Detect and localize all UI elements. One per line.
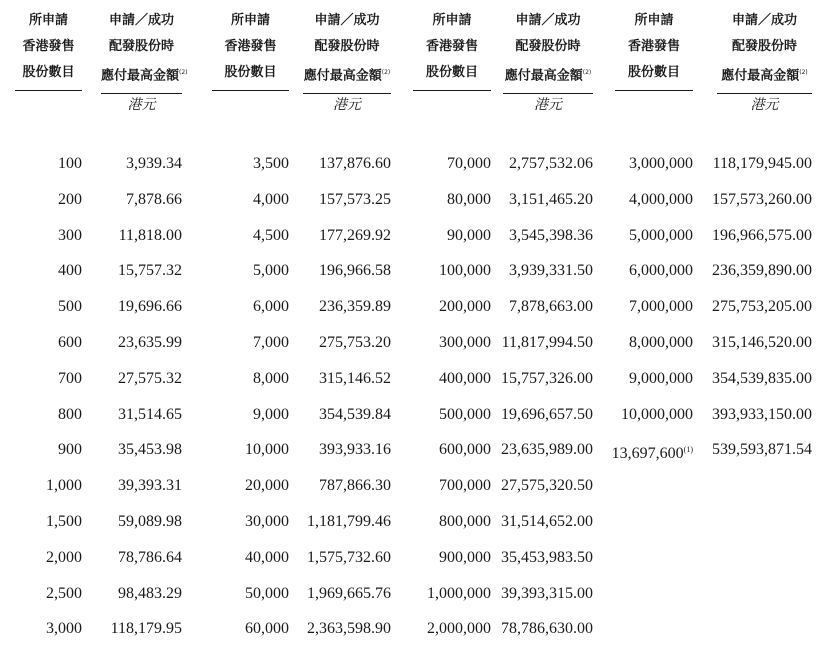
amount-column xyxy=(483,146,593,647)
header-line: 所申請 xyxy=(230,13,270,28)
shares-value: 5,000,000 xyxy=(629,226,693,244)
header-max-amount-payable xyxy=(503,8,593,94)
shares-value: 80,000 xyxy=(447,190,491,208)
amount-cell: 196,966.58 xyxy=(319,262,391,280)
header-text: 申請／成功 xyxy=(108,13,174,28)
amount-cell: 78,786.64 xyxy=(118,548,182,566)
amount-cell: 15,757,326.00 xyxy=(501,369,593,387)
header-text: 申請／成功 xyxy=(515,13,581,28)
header-text: 申請／成功 xyxy=(314,13,380,28)
shares-cell xyxy=(192,289,289,325)
shares-value: 5,000 xyxy=(253,262,289,280)
header-max-amount-payable xyxy=(101,8,188,94)
shares-value: 20,000 xyxy=(245,477,289,495)
shares-cell xyxy=(595,146,693,182)
shares-cell xyxy=(595,218,693,254)
header-line: 股份數目 xyxy=(627,65,680,80)
header-line xyxy=(101,60,188,89)
shares-value: 10,000,000 xyxy=(621,405,693,423)
footnote-marker: (2) xyxy=(582,69,592,76)
shares-cell xyxy=(393,146,491,182)
header-shares-applied xyxy=(615,8,693,91)
shares-value: 500,000 xyxy=(439,405,491,423)
header-text: 申請／成功 xyxy=(731,13,797,28)
header-text: 配發股份時 xyxy=(314,39,380,54)
amount-cell: 118,179,945.00 xyxy=(712,155,812,172)
amount-cell: 137,876.60 xyxy=(319,155,391,172)
header-text: 配發股份時 xyxy=(108,39,174,54)
shares-cell xyxy=(192,504,289,540)
shares-cell xyxy=(192,182,289,218)
shares-cell xyxy=(393,325,491,361)
shares-cell xyxy=(192,611,289,647)
shares-value: 8,000,000 xyxy=(629,333,693,351)
amount-cell: 196,966,575.00 xyxy=(712,226,812,244)
header-line: 香港發售 xyxy=(627,39,680,54)
footnote-marker: (2) xyxy=(381,69,391,76)
header-line: 所申請 xyxy=(634,13,674,28)
shares-cell xyxy=(192,576,289,612)
amount-cell: 539,593,871.54 xyxy=(712,441,812,459)
shares-value: 400,000 xyxy=(439,369,491,387)
amount-cell: 15,757.32 xyxy=(118,262,182,280)
shares-value: 30,000 xyxy=(245,512,289,530)
amount-cell: 23,635.99 xyxy=(118,333,182,351)
amount-cell: 19,696,657.50 xyxy=(501,405,593,423)
amount-cell: 39,393.31 xyxy=(118,477,182,495)
amount-cell: 354,539.84 xyxy=(319,405,391,423)
shares-cell xyxy=(393,576,491,612)
amount-cell: 2,757,532.06 xyxy=(509,155,593,172)
header-line xyxy=(101,8,182,34)
header-line: 香港發售 xyxy=(224,39,277,54)
shares-value: 2,000 xyxy=(46,548,82,566)
amount-cell: 1,181,799.46 xyxy=(307,512,391,530)
shares-column xyxy=(192,146,289,647)
shares-cell xyxy=(393,218,491,254)
header-line xyxy=(101,34,182,60)
shares-cell xyxy=(192,361,289,397)
currency-unit-label: 港元 xyxy=(333,98,361,113)
shares-column xyxy=(393,146,491,647)
shares-value: 3,000,000 xyxy=(629,155,693,172)
header-line xyxy=(717,8,812,34)
amount-cell: 11,818.00 xyxy=(118,226,182,244)
shares-value: 500 xyxy=(58,298,82,316)
amount-cell: 354,539,835.00 xyxy=(712,369,812,387)
shares-cell xyxy=(0,361,82,397)
header-line xyxy=(503,34,593,60)
amount-cell: 31,514.65 xyxy=(118,405,182,423)
header-line xyxy=(503,8,593,34)
shares-value: 600 xyxy=(58,333,82,351)
header-shares-applied xyxy=(413,8,491,91)
shares-cell xyxy=(595,253,693,289)
header-line: 所申請 xyxy=(432,13,472,28)
shares-value: 4,000,000 xyxy=(629,190,693,208)
shares-value: 50,000 xyxy=(245,584,289,602)
shares-value: 900 xyxy=(58,441,82,459)
shares-value: 7,000,000 xyxy=(629,298,693,316)
shares-cell xyxy=(595,432,693,468)
shares-cell xyxy=(393,253,491,289)
shares-cell xyxy=(393,611,491,647)
amount-cell: 27,575,320.50 xyxy=(501,477,593,495)
shares-value: 9,000,000 xyxy=(629,369,693,387)
amount-column xyxy=(81,146,182,647)
shares-value: 4,000 xyxy=(253,190,289,208)
shares-value: 3,000 xyxy=(46,620,82,638)
shares-value: 9,000 xyxy=(253,405,289,423)
header-text: 配發股份時 xyxy=(515,39,581,54)
header-line: 香港發售 xyxy=(22,39,75,54)
header-text: 配發股份時 xyxy=(731,39,797,54)
shares-cell xyxy=(192,218,289,254)
shares-cell xyxy=(595,182,693,218)
header-line: 股份數目 xyxy=(22,65,75,80)
shares-cell xyxy=(192,432,289,468)
shares-cell xyxy=(595,289,693,325)
amount-cell: 157,573,260.00 xyxy=(712,190,812,208)
amount-cell: 315,146,520.00 xyxy=(712,333,812,351)
shares-cell xyxy=(192,397,289,433)
footnote-marker: (2) xyxy=(179,69,188,76)
header-text: 應付最高金額 xyxy=(303,68,382,84)
shares-cell xyxy=(0,182,82,218)
shares-cell xyxy=(0,397,82,433)
amount-cell: 35,453,983.50 xyxy=(501,548,593,566)
shares-cell xyxy=(393,361,491,397)
shares-value: 4,500 xyxy=(253,226,289,244)
amount-cell: 2,363,598.90 xyxy=(307,620,391,638)
shares-value: 400 xyxy=(58,262,82,280)
shares-value: 70,000 xyxy=(447,155,491,172)
shares-value: 40,000 xyxy=(245,548,289,566)
shares-value: 100,000 xyxy=(439,262,491,280)
amount-cell: 1,575,732.60 xyxy=(307,548,391,566)
shares-cell xyxy=(0,576,82,612)
header-text: 應付最高金額 xyxy=(721,68,800,84)
shares-column xyxy=(0,146,82,647)
shares-cell xyxy=(393,468,491,504)
amount-cell: 315,146.52 xyxy=(319,369,391,387)
shares-value: 90,000 xyxy=(447,226,491,244)
shares-cell xyxy=(0,540,82,576)
amount-cell: 27,575.32 xyxy=(118,369,182,387)
shares-cell xyxy=(0,432,82,468)
shares-cell xyxy=(393,397,491,433)
amount-cell: 393,933.16 xyxy=(319,441,391,459)
shares-cell xyxy=(192,325,289,361)
amount-cell: 177,269.92 xyxy=(319,226,391,244)
currency-unit-label: 港元 xyxy=(750,98,779,113)
shares-value: 6,000,000 xyxy=(629,262,693,280)
amount-cell: 118,179.95 xyxy=(110,620,182,638)
shares-cell xyxy=(192,468,289,504)
header-line xyxy=(303,34,391,60)
shares-cell xyxy=(393,289,491,325)
shares-cell xyxy=(393,182,491,218)
shares-cell xyxy=(393,504,491,540)
shares-value: 300 xyxy=(58,226,82,244)
currency-unit-label: 港元 xyxy=(127,98,156,113)
amount-cell: 35,453.98 xyxy=(118,441,182,459)
amount-cell: 98,483.29 xyxy=(118,584,182,602)
amount-cell: 1,969,665.76 xyxy=(307,584,391,602)
shares-value: 60,000 xyxy=(245,620,289,638)
amount-cell: 59,089.98 xyxy=(118,512,182,530)
amount-cell: 236,359.89 xyxy=(319,298,391,316)
amount-cell: 236,359,890.00 xyxy=(712,262,812,280)
shares-value: 1,000 xyxy=(46,477,82,495)
shares-cell xyxy=(595,361,693,397)
header-shares-applied xyxy=(15,8,82,91)
shares-value: 2,000,000 xyxy=(427,620,491,638)
header-line: 所申請 xyxy=(28,13,68,28)
header-line xyxy=(503,60,593,89)
shares-value: 10,000 xyxy=(245,441,289,459)
shares-value: 700,000 xyxy=(439,477,491,495)
amount-cell: 7,878,663.00 xyxy=(509,298,593,316)
header-line xyxy=(303,8,391,34)
shares-value: 1,500 xyxy=(46,512,82,530)
shares-cell xyxy=(0,468,82,504)
header-line xyxy=(303,60,391,89)
shares-value: 6,000 xyxy=(253,298,289,316)
shares-value: 8,000 xyxy=(253,369,289,387)
header-line: 香港發售 xyxy=(425,39,478,54)
header-text: 應付最高金額 xyxy=(504,68,583,84)
shares-cell xyxy=(393,540,491,576)
amount-cell: 393,933,150.00 xyxy=(712,405,812,423)
shares-column xyxy=(595,146,693,468)
amount-cell: 3,545,398.36 xyxy=(509,226,593,244)
amount-cell: 11,817,994.50 xyxy=(501,333,593,351)
header-line: 股份數目 xyxy=(425,65,478,80)
header-line: 股份數目 xyxy=(224,65,277,80)
header-text: 應付最高金額 xyxy=(101,68,180,84)
shares-value: 700 xyxy=(58,369,82,387)
amount-cell: 31,514,652.00 xyxy=(501,512,593,530)
shares-cell xyxy=(0,253,82,289)
shares-cell xyxy=(595,325,693,361)
shares-value: 600,000 xyxy=(439,441,491,459)
header-line xyxy=(717,34,812,60)
shares-cell xyxy=(0,218,82,254)
shares-cell xyxy=(595,397,693,433)
amount-cell: 7,878.66 xyxy=(126,190,182,208)
shares-value: 200 xyxy=(58,190,82,208)
shares-cell xyxy=(0,504,82,540)
shares-value: 800 xyxy=(58,405,82,423)
shares-value: 800,000 xyxy=(439,512,491,530)
header-shares-applied xyxy=(212,8,289,91)
amount-column xyxy=(697,146,812,468)
header-max-amount-payable xyxy=(303,8,391,94)
shares-value: 200,000 xyxy=(439,298,491,316)
shares-value: 300,000 xyxy=(439,333,491,351)
amount-cell: 787,866.30 xyxy=(319,477,391,495)
amount-column xyxy=(283,146,391,647)
amount-cell: 19,696.66 xyxy=(118,298,182,316)
footnote-marker: (2) xyxy=(799,69,808,76)
shares-value: 2,500 xyxy=(46,584,82,602)
header-max-amount-payable xyxy=(717,8,812,94)
amount-cell: 39,393,315.00 xyxy=(501,584,593,602)
amount-cell: 275,753.20 xyxy=(319,333,391,351)
amount-cell: 78,786,630.00 xyxy=(501,620,593,638)
shares-value: 100 xyxy=(58,155,82,172)
shares-value: 7,000 xyxy=(253,333,289,351)
shares-cell xyxy=(393,432,491,468)
amount-cell: 3,939.34 xyxy=(126,155,182,172)
shares-value: 900,000 xyxy=(439,548,491,566)
shares-cell xyxy=(0,289,82,325)
header-line xyxy=(717,60,812,89)
amount-cell: 275,753,205.00 xyxy=(712,298,812,316)
amount-cell: 3,939,331.50 xyxy=(509,262,593,280)
amount-cell: 157,573.25 xyxy=(319,190,391,208)
shares-cell xyxy=(192,253,289,289)
shares-cell xyxy=(0,611,82,647)
shares-cell xyxy=(192,146,289,182)
shares-cell xyxy=(0,146,82,182)
currency-unit-label: 港元 xyxy=(534,98,562,113)
amount-cell: 3,151,465.20 xyxy=(509,190,593,208)
footnote-marker: (1) xyxy=(683,445,693,455)
shares-cell xyxy=(0,325,82,361)
amount-cell: 23,635,989.00 xyxy=(501,441,593,459)
shares-value: 3,500 xyxy=(253,155,289,172)
shares-value: 1,000,000 xyxy=(427,584,491,602)
shares-cell xyxy=(192,540,289,576)
shares-value: 13,697,600 xyxy=(611,445,684,463)
